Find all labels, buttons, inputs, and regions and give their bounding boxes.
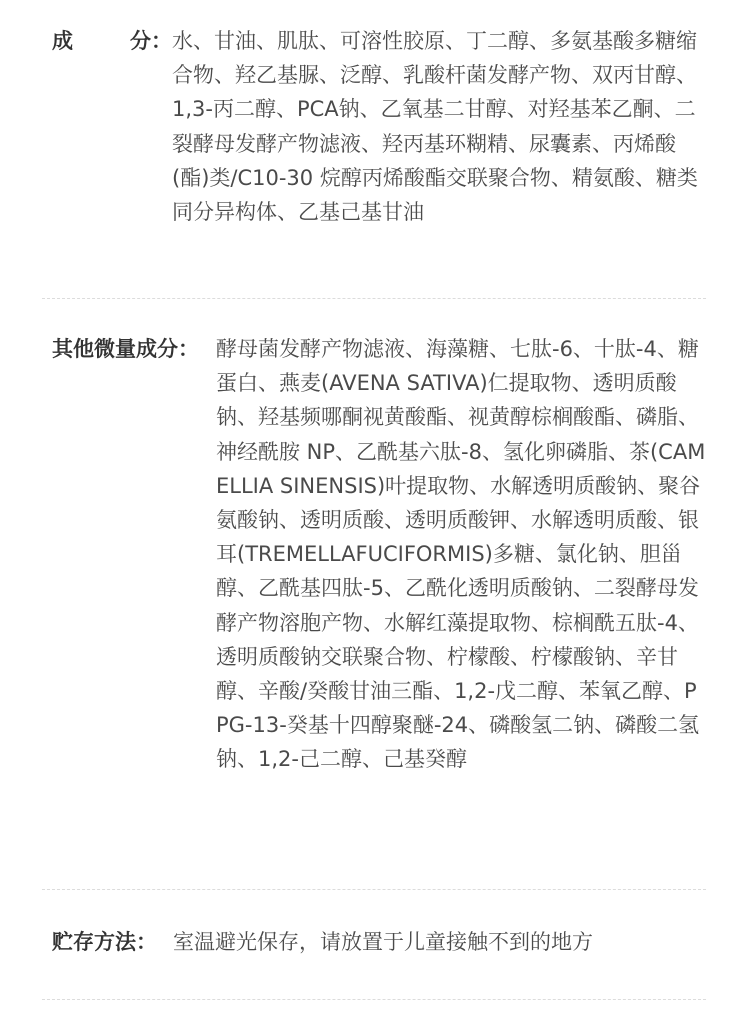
section-divider: [42, 889, 706, 890]
trace-ingredients-text: 酵母菌发酵产物滤液、海藻糖、七肽-6、十肽-4、糖蛋白、燕麦(AVENA SATIVA)仁提取物、透明质酸钠、羟基频哪酮视黄酸酯、视黄醇棕榈酸酯、磷脂、神经酰胺 NP、乙酰基六肽-8、氢化卵磷脂、茶(CAMELLIA SINENSIS)叶提取物、水解透明质酸钠、聚谷氨酸钠、透明质酸、透明质酸钾、水解透明质酸、银耳(TREMELLAFUCIFORMIS)多糖、氯化钠、胆甾醇、乙酰基四肽-5、乙酰化透明质酸钠、二裂酵母发酵产物溶胞产物、水解红藻提取物、棕榈酰五肽-4、透明质酸钠交联聚合物、柠檬酸、柠檬酸钠、辛甘醇、辛酸/癸酸甘油三酯、1,2-戊二醇、苯氧乙醇、PPG-13-癸基十四醇聚醚-24、磷酸氢二钠、磷酸二氢钠、1,2-己二醇、己基癸醇: [216, 337, 706, 772]
storage-text: 室温避光保存，请放置于儿童接触不到的地方: [173, 930, 593, 954]
ingredients-label-part1: 成: [52, 29, 73, 53]
trace-ingredients-label: 其他微量成分：: [52, 337, 199, 361]
section-divider: [42, 298, 706, 299]
ingredients-text: 水、甘油、肌肽、可溶性胶原、丁二醇、多氨基酸多糖缩合物、羟乙基脲、泛醇、乳酸杆菌发酵产物、双丙甘醇、1,3-丙二醇、PCA钠、乙氧基二甘醇、对羟基苯乙酮、二裂酵母发酵产物滤液、羟丙基环糊精、尿囊素、丙烯酸(酯)类/C10-30 烷醇丙烯酸酯交联聚合物、精氨酸、糖类同分异构体、乙基己基甘油: [172, 29, 698, 225]
storage-section: [52, 925, 708, 959]
ingredients-label: [52, 24, 172, 58]
storage-label: 贮存方法：: [52, 930, 157, 954]
ingredients-label-part2: 分：: [130, 29, 172, 53]
section-divider: [42, 999, 706, 1000]
ingredients-section: [52, 24, 708, 229]
trace-ingredients-section: [52, 332, 708, 777]
